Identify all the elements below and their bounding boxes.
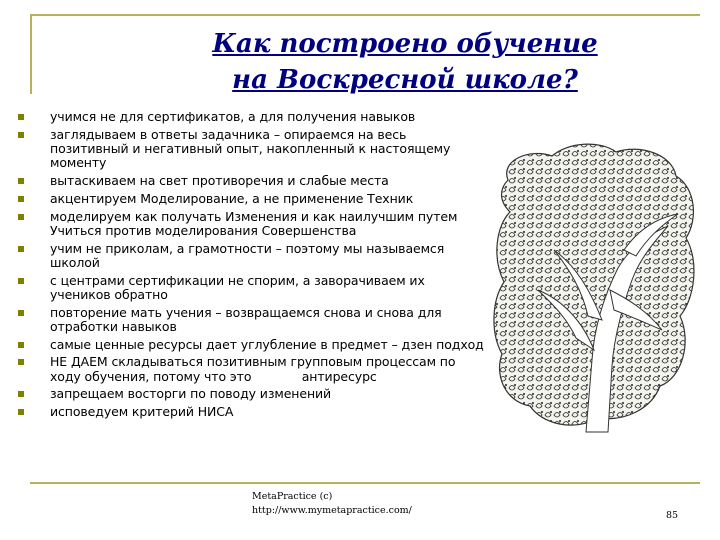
list-item: НЕ ДАЕМ складываться позитивным групповым процессам по ходу обучения, потому что это антиресурс <box>10 355 488 383</box>
list-item: акцентируем Моделирование, а не применение Техник <box>10 192 488 206</box>
list-item: с центрами сертификации не спорим, а заворачиваем их учеников обратно <box>10 274 488 302</box>
bullet-square-icon <box>18 214 24 220</box>
tree-illustration <box>490 140 700 435</box>
page-number: 85 <box>666 510 679 521</box>
footer-credit <box>252 490 412 518</box>
title-line-2: на Воскресной школе? <box>232 65 578 95</box>
list-item: самые ценные ресурсы дает углубление в предмет – дзен подход <box>10 338 488 352</box>
list-item: учим не приколам, а грамотности – поэтому мы называемся школой <box>10 242 488 270</box>
frame-top-rule <box>30 14 700 16</box>
frame-vertical-rule <box>30 14 32 94</box>
bullet-square-icon <box>18 278 24 284</box>
bullet-list <box>10 110 488 423</box>
footer-url: http://www.mymetapractice.com/ <box>252 505 412 516</box>
list-item: исповедуем критерий НИСА <box>10 405 488 419</box>
footer-rule <box>30 482 700 484</box>
slide-title <box>170 26 640 98</box>
bullet-square-icon <box>18 391 24 397</box>
list-item: вытаскиваем на свет противоречия и слабые места <box>10 174 488 188</box>
bullet-square-icon <box>18 342 24 348</box>
footer-copyright: MetaPractice (c) <box>252 491 333 502</box>
bullet-square-icon <box>18 246 24 252</box>
bullet-square-icon <box>18 132 24 138</box>
title-line-1: Как построено обучение <box>212 29 598 59</box>
list-item: моделируем как получать Изменения и как наилучшим путем Учиться против моделирования Совершенства <box>10 210 488 238</box>
list-item: повторение мать учения – возвращаемся снова и снова для отработки навыков <box>10 306 488 334</box>
list-item: учимся не для сертификатов, а для получения навыков <box>10 110 488 124</box>
list-item: заглядываем в ответы задачника – опираемся на весь позитивный и негативный опыт, накопленный к настоящему моменту <box>10 128 488 171</box>
bullet-square-icon <box>18 409 24 415</box>
bullet-square-icon <box>18 114 24 120</box>
bullet-square-icon <box>18 359 24 365</box>
bullet-square-icon <box>18 196 24 202</box>
bullet-square-icon <box>18 310 24 316</box>
bullet-square-icon <box>18 178 24 184</box>
list-item: запрещаем восторги по поводу изменений <box>10 387 488 401</box>
